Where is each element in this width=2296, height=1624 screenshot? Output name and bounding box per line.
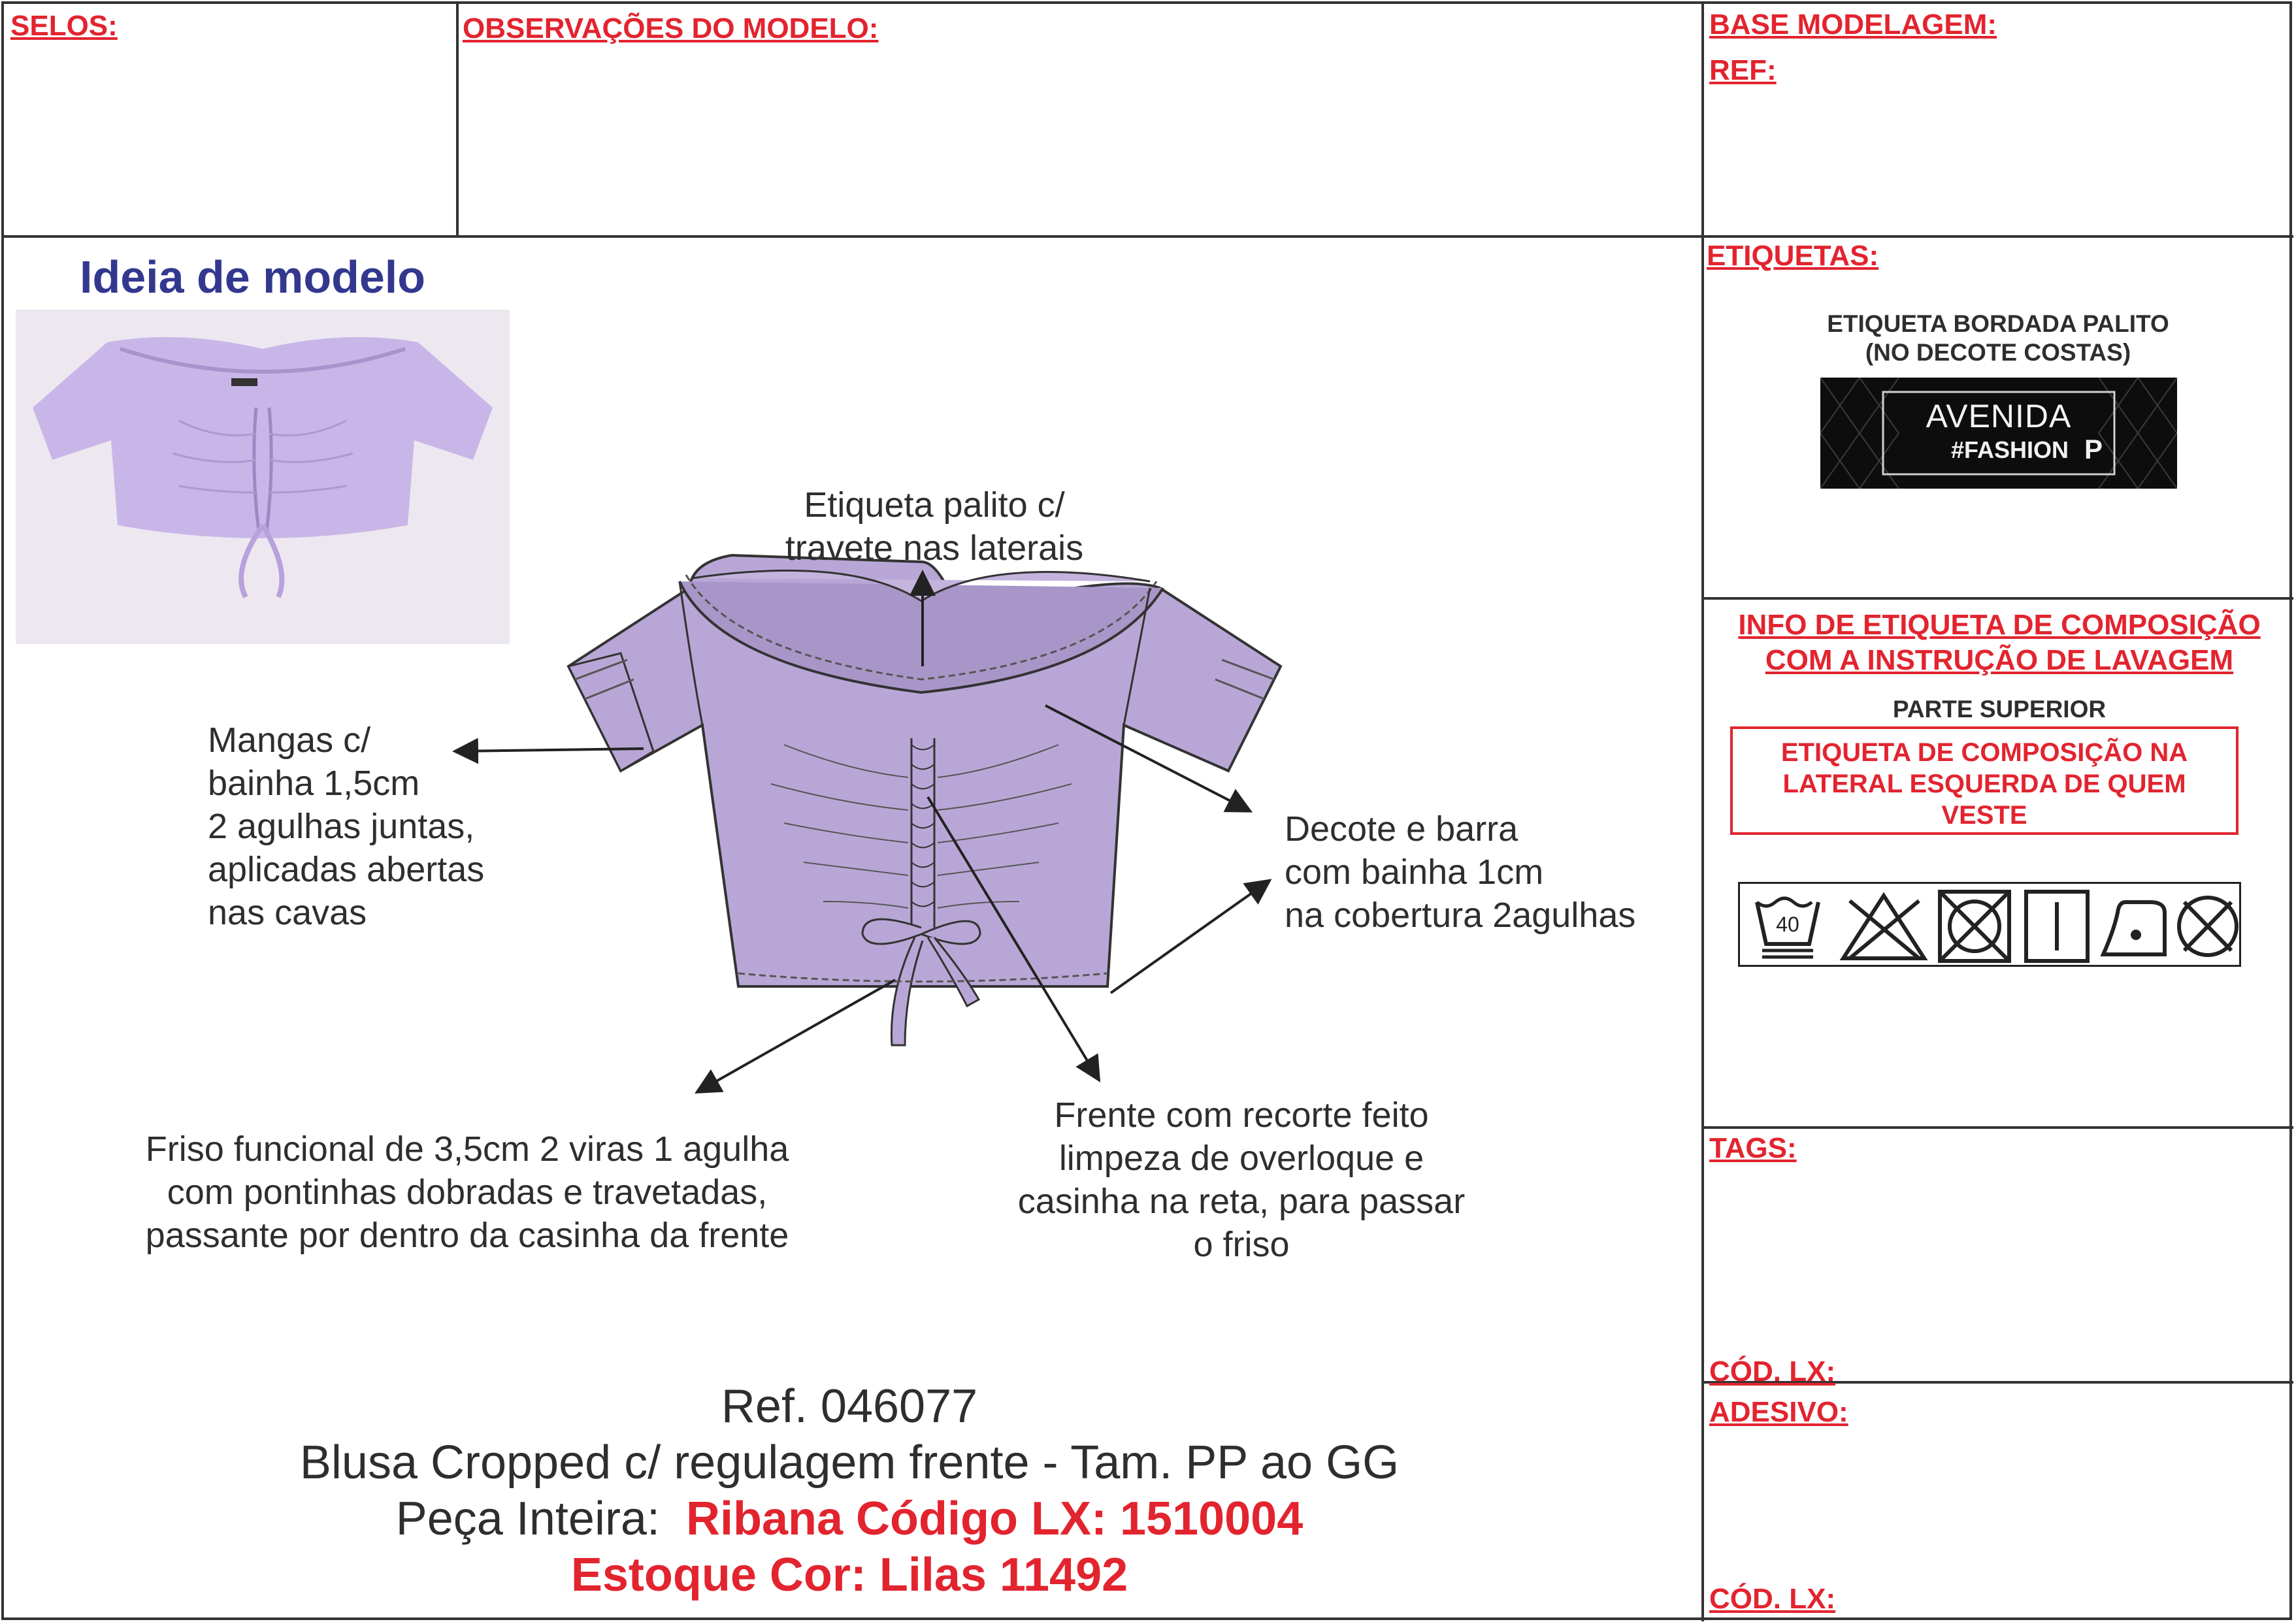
care-symbols-strip bbox=[1738, 882, 2241, 967]
peca-line bbox=[0, 1491, 1699, 1547]
peca-value: Ribana Código LX: 1510004 bbox=[685, 1493, 1304, 1545]
note-friso bbox=[98, 1128, 836, 1257]
note-mangas-line-3: 2 agulhas juntas, bbox=[208, 807, 475, 846]
brand-tag: #FASHION bbox=[1951, 436, 2069, 463]
etiqueta-desc bbox=[1704, 310, 2292, 367]
note-decote-line-3: na cobertura 2agulhas bbox=[1285, 896, 1636, 935]
side-divider-2 bbox=[1703, 1126, 2293, 1129]
etiqueta-desc-line-2: (NO DECOTE COSTAS) bbox=[1865, 339, 2131, 366]
side-divider-1 bbox=[1703, 597, 2293, 600]
line-dry-icon bbox=[2022, 888, 2091, 965]
brand-label-image bbox=[1820, 378, 2177, 489]
note-frente-line-1: Frente com recorte feito bbox=[1054, 1096, 1429, 1135]
composicao-line-3: VESTE bbox=[1941, 801, 2027, 830]
header-divider bbox=[3, 235, 2293, 238]
idea-title: Ideia de modelo bbox=[80, 252, 425, 302]
note-etiqueta-line-1: Etiqueta palito c/ bbox=[804, 485, 1065, 525]
brand-size: P bbox=[2084, 434, 2103, 464]
note-decote-line-1: Decote e barra bbox=[1285, 809, 1518, 849]
brand-name: AVENIDA bbox=[1926, 398, 2072, 434]
parte-superior: PARTE SUPERIOR bbox=[1892, 696, 2107, 723]
note-mangas-line-1: Mangas c/ bbox=[208, 721, 371, 760]
note-frente-line-4: o friso bbox=[1193, 1225, 1290, 1264]
composicao-line-2: LATERAL ESQUERDA DE QUEM bbox=[1782, 770, 2186, 798]
selos-label: SELOS: bbox=[10, 10, 118, 42]
note-friso-line-2: com pontinhas dobradas e travetadas, bbox=[167, 1173, 768, 1212]
wash-40-icon bbox=[1752, 890, 1824, 962]
observacoes-label: OBSERVAÇÕES DO MODELO: bbox=[463, 12, 879, 44]
header-col-divider-1 bbox=[456, 3, 459, 236]
note-mangas-line-5: nas cavas bbox=[208, 893, 367, 932]
base-modelagem-label: BASE MODELAGEM: bbox=[1709, 8, 1997, 41]
etiquetas-label: ETIQUETAS: bbox=[1707, 240, 1879, 272]
peca-prefix: Peça Inteira: bbox=[395, 1493, 660, 1545]
note-frente bbox=[980, 1094, 1503, 1266]
info-title-line-1: INFO DE ETIQUETA DE COMPOSIÇÃO bbox=[1738, 609, 2261, 641]
note-frente-line-3: casinha na reta, para passar bbox=[1017, 1182, 1466, 1221]
note-etiqueta-line-2: travete nas laterais bbox=[785, 528, 1084, 568]
note-decote bbox=[1285, 807, 1690, 937]
note-mangas bbox=[208, 719, 548, 934]
product-description: Blusa Cropped c/ regulagem frente - Tam. PP ao GG bbox=[299, 1437, 1400, 1489]
ref-label: REF: bbox=[1709, 54, 1777, 86]
note-frente-line-2: limpeza de overloque e bbox=[1058, 1139, 1424, 1178]
etiqueta-desc-line-1: ETIQUETA BORDADA PALITO bbox=[1827, 310, 2169, 337]
adesivo-label: ADESIVO: bbox=[1709, 1396, 1848, 1428]
note-mangas-line-2: bainha 1,5cm bbox=[208, 764, 420, 803]
no-dry-clean-icon bbox=[2174, 890, 2242, 962]
note-friso-line-3: passante por dentro da casinha da frente bbox=[145, 1216, 789, 1255]
no-tumble-dry-icon bbox=[1936, 888, 2013, 965]
info-title bbox=[1704, 608, 2295, 678]
ref-number: Ref. 046077 bbox=[721, 1380, 978, 1433]
note-mangas-line-4: aplicadas abertas bbox=[208, 850, 485, 889]
note-etiqueta bbox=[719, 483, 1150, 570]
no-bleach-icon bbox=[1838, 890, 1929, 962]
info-title-line-2: COM A INSTRUÇÃO DE LAVAGEM bbox=[1765, 644, 2234, 676]
note-decote-line-2: com bainha 1cm bbox=[1285, 853, 1544, 892]
estoque-line: Estoque Cor: Lilas 11492 bbox=[570, 1549, 1128, 1601]
iron-low-icon bbox=[2098, 893, 2170, 961]
composicao-box bbox=[1730, 726, 2239, 835]
wash-temp: 40 bbox=[1776, 913, 1799, 936]
side-col-divider bbox=[1701, 3, 1704, 1621]
note-friso-line-1: Friso funcional de 3,5cm 2 viras 1 agulha bbox=[145, 1129, 789, 1169]
tags-label: TAGS: bbox=[1709, 1132, 1797, 1164]
composicao-line-1: ETIQUETA DE COMPOSIÇÃO NA bbox=[1780, 738, 2188, 767]
cod-lx-label-2: CÓD. LX: bbox=[1709, 1583, 1836, 1615]
cod-lx-label-1: CÓD. LX: bbox=[1709, 1356, 1836, 1388]
